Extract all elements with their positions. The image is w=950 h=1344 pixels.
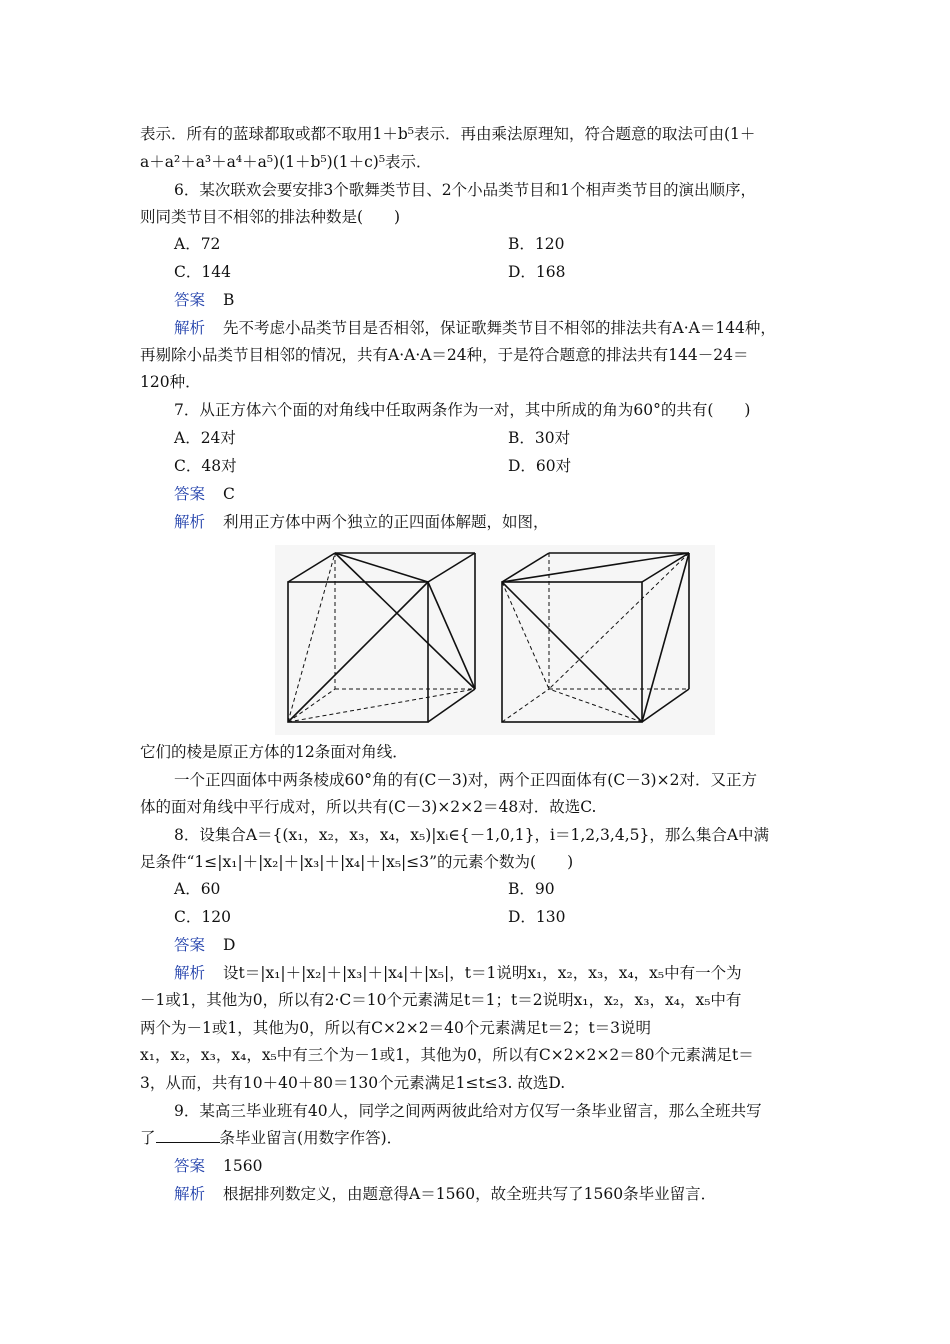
question-6-stem-cont: 则同类节目不相邻的排法种数是( ) (140, 208, 401, 226)
question-6-stem: 6．某次联欢会要安排3个歌舞类节目、2个小品类节目和1个相声类节目的演出顺序， (174, 181, 756, 199)
text-line: 表示．所有的蓝球都取或都不取用1＋b⁵表示．再由乘法原理知，符合题意的取法可由(1＋ (140, 125, 756, 143)
answer-label: 答案 (174, 485, 206, 503)
answer-label: 答案 (174, 291, 206, 309)
text-line: 两个为－1或1，其他为0，所以有C×2×2＝40个元素满足t＝2；t＝3说明 (140, 1019, 652, 1037)
option-d: D．130 (508, 908, 566, 926)
answer-label: 答案 (174, 1157, 206, 1175)
question-8-stem-cont: 足条件“1≤|x₁|＋|x₂|＋|x₃|＋|x₄|＋|x₅|≤3”的元素个数为( ) (140, 853, 574, 871)
text-line: 120种． (140, 373, 201, 391)
option-b: B．120 (508, 235, 565, 253)
answer-label: 答案 (174, 936, 206, 954)
option-c: C．120 (174, 908, 231, 926)
text-line: x₁，x₂，x₃，x₄，x₅中有三个为－1或1，其他为0，所以有C×2×2×2＝80个元素满足t＝ (140, 1046, 754, 1064)
answer-value: C (223, 485, 235, 503)
option-c: C．144 (174, 263, 231, 281)
analysis-text: 利用正方体中两个独立的正四面体解题，如图， (223, 513, 549, 531)
option-b: B．90 (508, 880, 555, 898)
question-9-stem: 9．某高三毕业班有40人，同学之间两两彼此给对方仅写一条毕业留言，那么全班共写 (174, 1102, 762, 1120)
question-9-stem-cont: 了 条毕业留言(用数字作答)． (140, 1129, 403, 1147)
figure-background (275, 545, 715, 735)
analysis-row (174, 963, 742, 983)
option-a: A．72 (174, 235, 221, 253)
analysis-label: 解析 (174, 964, 206, 982)
answer-row (174, 1156, 262, 1176)
analysis-row (174, 1184, 716, 1204)
text-line: －1或1，其他为0，所以有2·C＝10个元素满足t＝1；t＝2说明x₁，x₂，x₃，x₄，x₅中有 (140, 991, 742, 1009)
text-line: 一个正四面体中两条棱成60°角的有(C－3)对，两个正四面体有(C－3)×2对．又正方 (174, 771, 757, 789)
cube-figures (275, 545, 715, 735)
answer-row (174, 290, 234, 310)
option-a: A．24对 (174, 429, 236, 447)
text-line: 体的面对角线中平行成对，所以共有(C－3)×2×2＝48对．故选C. (140, 798, 597, 816)
option-c: C．48对 (174, 457, 237, 475)
fill-blank[interactable] (156, 1128, 220, 1143)
option-d: D．168 (508, 263, 566, 281)
analysis-row (174, 318, 776, 338)
answer-value: D (223, 936, 236, 954)
analysis-label: 解析 (174, 513, 206, 531)
text-line: 它们的棱是原正方体的12条面对角线． (140, 743, 408, 761)
answer-value: 1560 (223, 1157, 263, 1175)
analysis-text: 设t＝|x₁|＋|x₂|＋|x₃|＋|x₄|＋|x₅|，t＝1说明x₁，x₂，x₃，x₄，x₅中有一个为 (223, 964, 742, 982)
analysis-label: 解析 (174, 319, 206, 337)
question-8-stem: 8．设集合A＝{(x₁，x₂，x₃，x₄，x₅)|xᵢ∈{－1,0,1}，i＝1,2,3,4,5}，那么集合A中满 (174, 826, 770, 844)
analysis-text: 先不考虑小品类节目是否相邻，保证歌舞类节目不相邻的排法共有A·A＝144种， (223, 319, 776, 337)
answer-row (174, 484, 235, 504)
text-line: a＋a²＋a³＋a⁴＋a⁵)(1＋b⁵)(1＋c)⁵表示． (140, 153, 432, 171)
option-b: B．30对 (508, 429, 571, 447)
text-line: 再剔除小品类节目相邻的情况，共有A·A·A＝24种，于是符合题意的排法共有144－24＝ (140, 346, 749, 364)
text-line: 3，从而，共有10＋40＋80＝130个元素满足1≤t≤3. 故选D. (140, 1074, 566, 1092)
option-a: A．60 (174, 880, 221, 898)
answer-value: B (223, 291, 235, 309)
analysis-row (174, 512, 549, 532)
answer-row (174, 935, 235, 955)
option-d: D．60对 (508, 457, 572, 475)
analysis-label: 解析 (174, 1185, 206, 1203)
question-7-stem: 7．从正方体六个面的对角线中任取两条作为一对，其中所成的角为60°的共有( ) (174, 401, 751, 419)
analysis-text: 根据排列数定义，由题意得A＝1560，故全班共写了1560条毕业留言． (223, 1185, 717, 1203)
